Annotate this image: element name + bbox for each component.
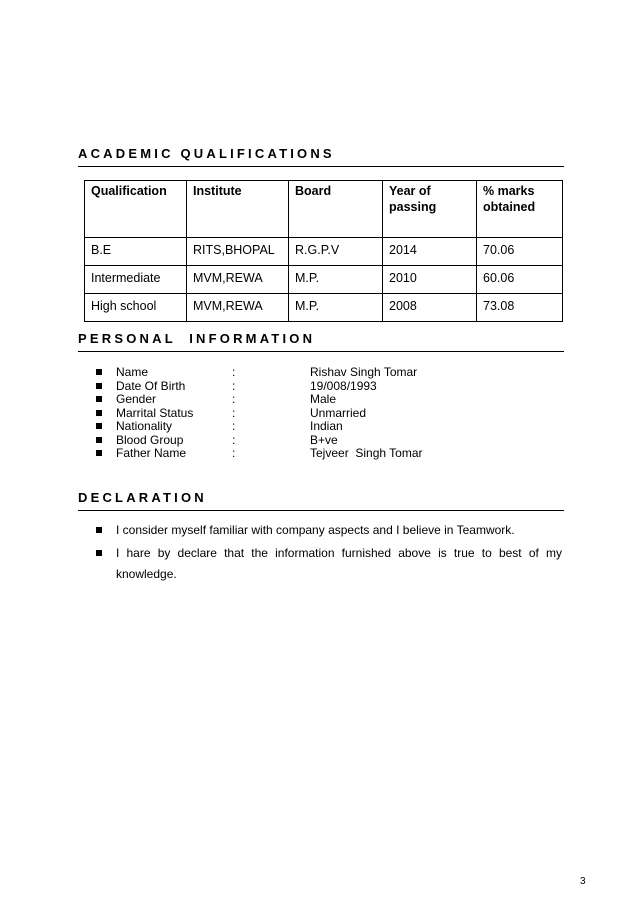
info-label: Father Name <box>116 446 187 460</box>
info-value: Unmarried <box>310 405 367 420</box>
cell-qualification: Intermediate <box>85 266 187 294</box>
declaration-list <box>96 520 562 587</box>
info-label: Date Of Birth <box>116 378 186 393</box>
cell-year: 2014 <box>383 238 477 266</box>
list-item <box>96 520 562 541</box>
info-value: B+ve <box>310 432 338 447</box>
cell-year: 2010 <box>383 266 477 294</box>
academic-qualifications-heading: ACADEMIC QUALIFICATIONS <box>78 146 564 167</box>
table-row <box>85 238 563 266</box>
square-bullet-icon <box>96 369 102 375</box>
info-value: Tejveer Singh Tomar <box>310 446 423 460</box>
cell-marks: 70.06 <box>477 238 563 266</box>
square-bullet-icon <box>96 396 102 402</box>
table-header-row <box>85 181 563 238</box>
info-separator: : <box>232 365 236 379</box>
cell-board: M.P. <box>289 294 383 322</box>
info-value: 19/008/1993 <box>310 378 377 393</box>
cell-marks: 73.08 <box>477 294 563 322</box>
cell-institute: MVM,REWA <box>187 294 289 322</box>
info-label: Gender <box>116 392 157 406</box>
info-separator: : <box>232 419 236 433</box>
header-marks: % marks obtained <box>477 181 563 238</box>
declaration-heading: DECLARATION <box>78 490 564 511</box>
header-board: Board <box>289 181 383 238</box>
info-separator: : <box>232 432 236 447</box>
personal-information-heading: PERSONAL INFORMATION <box>78 331 564 352</box>
square-bullet-icon <box>96 410 102 416</box>
square-bullet-icon <box>96 450 102 456</box>
cell-qualification: B.E <box>85 238 187 266</box>
info-value: Rishav Singh Tomar <box>310 365 418 379</box>
square-bullet-icon <box>96 437 102 443</box>
header-institute: Institute <box>187 181 289 238</box>
info-separator: : <box>232 378 236 393</box>
info-value: Indian <box>310 419 343 433</box>
header-qualification: Qualification <box>85 181 187 238</box>
cell-board: R.G.P.V <box>289 238 383 266</box>
list-item <box>96 543 562 585</box>
square-bullet-icon <box>96 383 102 389</box>
info-label: Nationality <box>116 419 173 433</box>
info-label: Marrital Status <box>116 405 194 420</box>
info-value: Male <box>310 392 337 406</box>
info-separator: : <box>232 405 236 420</box>
declaration-text: I hare by declare that the information furnished above is true to best of my knowledge. <box>116 546 562 581</box>
cell-institute: MVM,REWA <box>187 266 289 294</box>
page-number: 3 <box>580 876 586 887</box>
cell-institute: RITS,BHOPAL <box>187 238 289 266</box>
info-separator: : <box>232 446 236 460</box>
info-label: Name <box>116 365 149 379</box>
table-row <box>85 294 563 322</box>
declaration-text: I consider myself familiar with company aspects and I believe in Teamwork. <box>116 523 515 537</box>
info-separator: : <box>232 392 236 406</box>
cell-marks: 60.06 <box>477 266 563 294</box>
square-bullet-icon <box>96 423 102 429</box>
cell-year: 2008 <box>383 294 477 322</box>
square-bullet-icon <box>96 527 102 533</box>
header-year: Year of passing <box>383 181 477 238</box>
cell-board: M.P. <box>289 266 383 294</box>
cell-qualification: High school <box>85 294 187 322</box>
info-label: Blood Group <box>116 432 184 447</box>
square-bullet-icon <box>96 550 102 556</box>
qualifications-table <box>84 180 563 322</box>
table-row <box>85 266 563 294</box>
